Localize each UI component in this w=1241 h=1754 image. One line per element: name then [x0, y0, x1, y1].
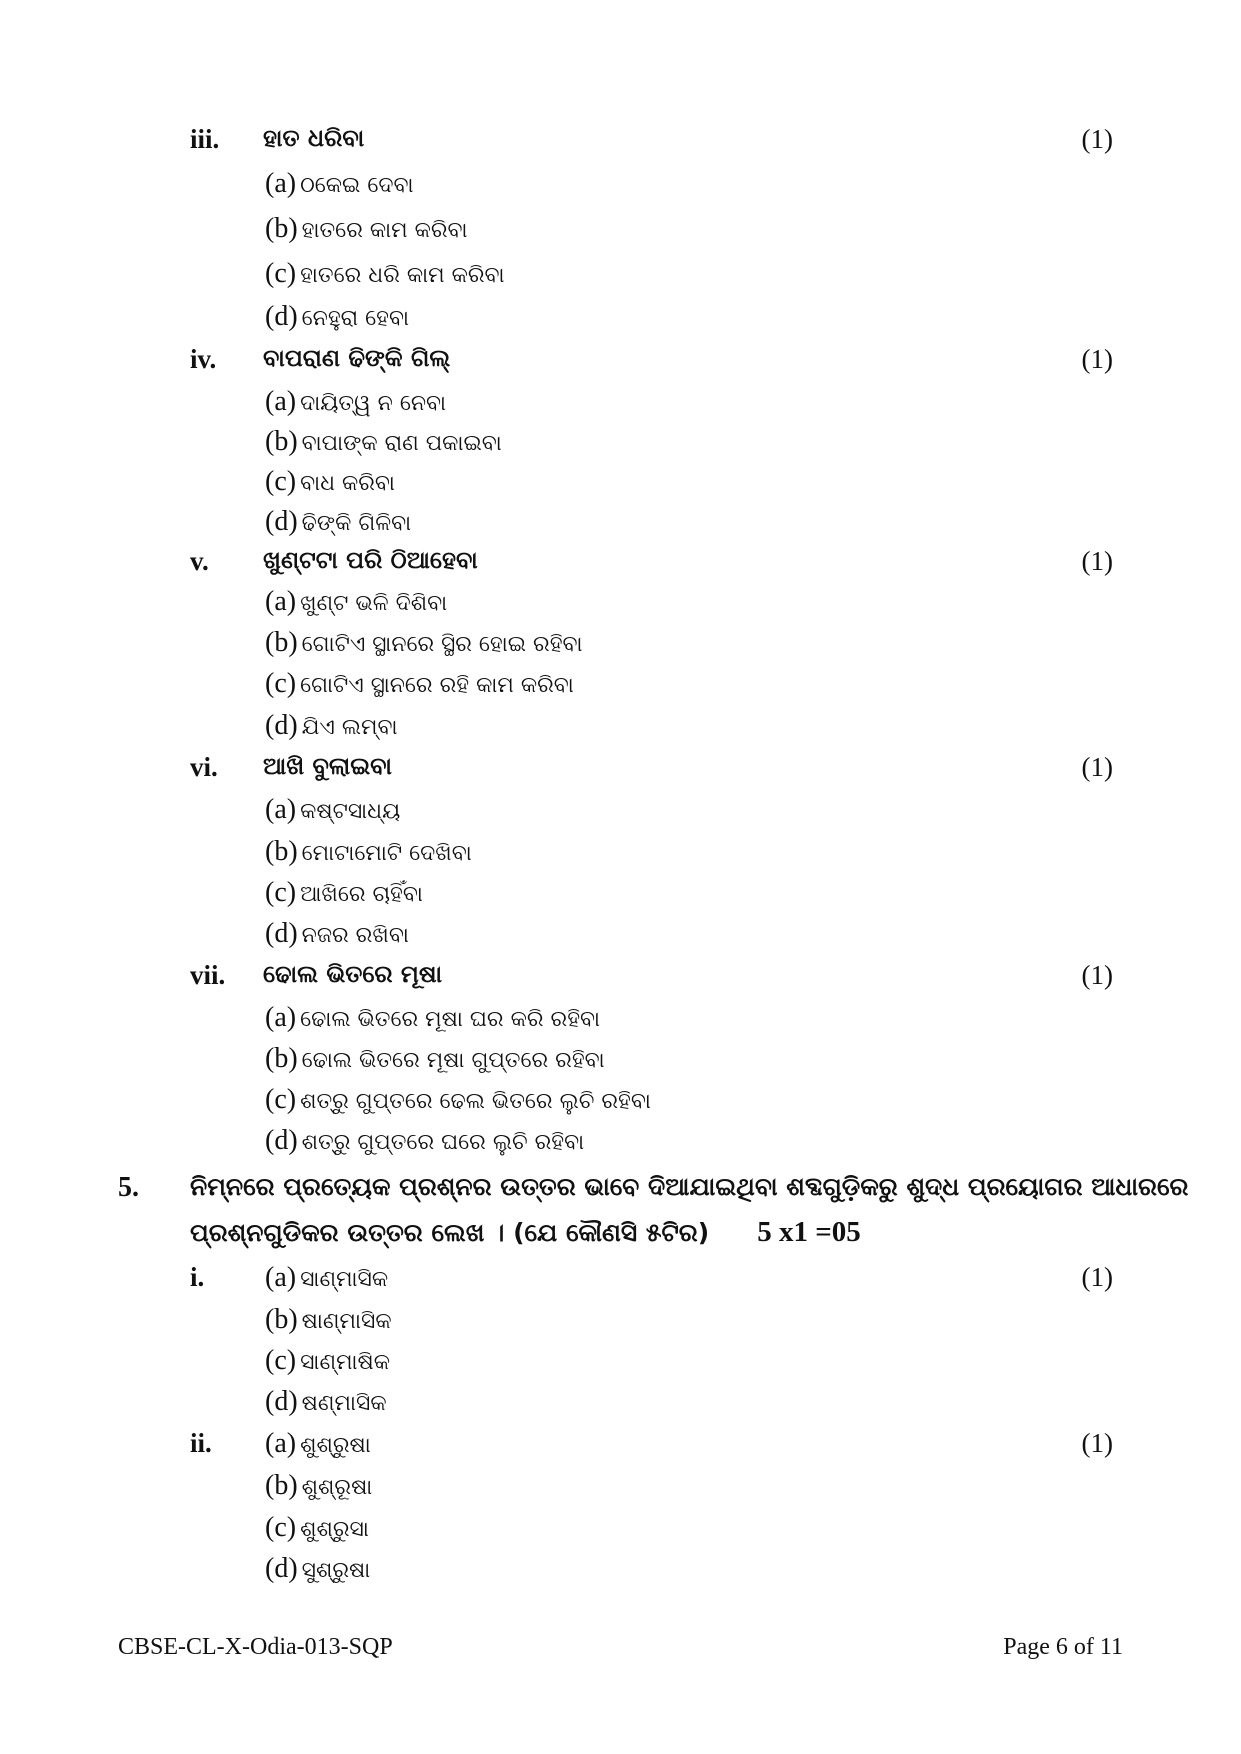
question-marks: (1) [1081, 960, 1113, 990]
option-text: ହାତରେ କାମ କରିବା [301, 218, 468, 243]
option-b [265, 1304, 392, 1336]
option-text: ଷାଣ୍ମାସିକ [301, 1309, 392, 1334]
option-label: (c) [265, 258, 297, 289]
option-text: ନେହୁରା ହେବା [301, 306, 410, 331]
question-title: ଖୁଣ୍ଟଟା ପରି ଠିଆହେବା [263, 546, 478, 574]
option-label: (d) [265, 710, 298, 741]
option-text: ଶୁଶ୍ରୂଷା [301, 1475, 373, 1500]
question-number: i. [190, 1262, 205, 1292]
option-b [265, 1043, 605, 1075]
option-label: (a) [265, 586, 297, 617]
option-label: (c) [265, 877, 297, 908]
option-b [265, 426, 502, 458]
question-number: v. [190, 546, 209, 576]
option-b [265, 213, 468, 245]
option-a [265, 1002, 600, 1034]
option-label: (a) [265, 1428, 297, 1459]
option-c [265, 258, 505, 290]
question-number: vii. [190, 960, 226, 990]
question-number: vi. [190, 752, 218, 782]
option-c [265, 1345, 390, 1377]
question-marks: (1) [1081, 1262, 1113, 1292]
option-text: ଶୁଶ୍ରୁଷା [300, 1433, 371, 1458]
option-d [265, 1553, 370, 1585]
option-text: ଖୁଣ୍ଟ ଭଳି ଦିଶିବା [300, 591, 448, 616]
option-a [265, 1428, 371, 1460]
option-text: କଷ୍ଟସାଧ୍ୟ [300, 799, 401, 824]
option-label: (d) [265, 506, 298, 537]
question-iv [0, 344, 1241, 388]
section-instruction-line1 [190, 1172, 1189, 1202]
option-a [265, 794, 400, 826]
option-text: ବାଧ କରିବା [300, 471, 395, 496]
option-d [265, 301, 409, 333]
question-number: ii. [190, 1428, 212, 1458]
option-label: (c) [265, 466, 297, 497]
option-label: (d) [265, 1386, 298, 1417]
question-marks: (1) [1081, 344, 1113, 374]
option-a [265, 1262, 388, 1294]
option-text: ଶତ୍ରୁ ଗୁପ୍ତରେ ଘରେ ଲୁଚି ରହିବା [301, 1130, 585, 1155]
option-text: ଗୋଟିଏ ସ୍ଥାନରେ ସ୍ଥିର ହୋଇ ରହିବା [301, 632, 583, 657]
question-vi [0, 752, 1241, 796]
option-c [265, 1084, 651, 1116]
option-text: ଷଣ୍ମାସିକ [301, 1391, 387, 1416]
option-c [265, 1512, 369, 1544]
option-text: ଆଖିରେ ଚାହିଁବା [300, 882, 423, 907]
option-a [265, 168, 414, 200]
option-label: (c) [265, 1512, 297, 1543]
option-d [265, 918, 409, 950]
option-text: ଢୋଲ ଭିତରେ ମୂଷା ଗୁପ୍ତରେ ରହିବା [301, 1048, 605, 1073]
option-label: (d) [265, 1125, 298, 1156]
option-label: (a) [265, 168, 297, 199]
option-c [265, 466, 395, 498]
option-text: ଶୁଶ୍ରୁସା [300, 1517, 369, 1542]
question-number: iv. [190, 344, 217, 374]
option-label: (c) [265, 1084, 297, 1115]
option-text: ମୋଟାମୋଟି ଦେଖିବା [301, 841, 472, 866]
section-instruction-text: ପ୍ରଶ୍ନଗୁଡିକର ଉତ୍ତର ଲେଖ । (ଯେ କୌଣସି ୫ଟିର) [190, 1218, 710, 1247]
option-text: ହାତରେ ଧରି କାମ କରିବା [300, 263, 505, 288]
option-label: (d) [265, 1553, 298, 1584]
question-iii [0, 124, 1241, 168]
option-label: (b) [265, 1304, 298, 1335]
option-d [265, 506, 411, 538]
option-text: ଯିଏ ଲମ୍ବା [301, 715, 398, 740]
option-text: ଗୋଟିଏ ସ୍ଥାନରେ ରହି କାମ କରିବା [300, 673, 574, 698]
option-label: (a) [265, 386, 297, 417]
question-marks: (1) [1081, 1428, 1113, 1458]
option-a [265, 386, 446, 418]
option-label: (c) [265, 668, 297, 699]
option-c [265, 877, 423, 909]
option-text: ନଜର ରଖିବା [301, 923, 409, 948]
question-marks: (1) [1081, 752, 1113, 782]
section-instruction-line2 [190, 1216, 861, 1249]
option-b [265, 627, 583, 659]
question-title: ହାତ ଧରିବା [263, 124, 365, 152]
option-text: ଦାୟିତ୍ୱ ନ ନେବା [300, 391, 447, 416]
option-c [265, 668, 574, 700]
option-label: (d) [265, 918, 298, 949]
question-title: ଆଖି ବୁଲାଇବା [263, 752, 393, 780]
option-b [265, 836, 472, 868]
option-label: (a) [265, 1262, 297, 1293]
question-i [0, 1262, 1241, 1306]
question-title: ବାପରାଣ ଢିଙ୍କି ଗିଲ୍ [263, 344, 451, 372]
option-label: (b) [265, 213, 298, 244]
question-title: ଢୋଲ ଭିତରେ ମୂଷା [263, 960, 443, 988]
question-v [0, 546, 1241, 590]
option-label: (b) [265, 836, 298, 867]
option-text: ବାପାଙ୍କ ରାଣ ପକାଇବା [301, 431, 502, 456]
option-a [265, 586, 447, 618]
section-marks: 5 x1 =05 [757, 1216, 861, 1248]
option-text: ଶତ୍ରୁ ଗୁପ୍ତରେ ଢେଲ ଭିତରେ ଲୁଚି ରହିବା [300, 1089, 651, 1114]
question-vii [0, 960, 1241, 1004]
option-text: ସାଣ୍ମାଷିକ [300, 1350, 391, 1375]
question-marks: (1) [1081, 546, 1113, 576]
option-label: (c) [265, 1345, 297, 1376]
option-d [265, 710, 398, 742]
section-number: 5. [118, 1172, 139, 1203]
option-label: (b) [265, 426, 298, 457]
footer-page-number: Page 6 of 11 [1003, 1634, 1123, 1660]
option-b [265, 1470, 372, 1502]
question-number: iii. [190, 124, 220, 154]
option-label: (d) [265, 301, 298, 332]
question-ii [0, 1428, 1241, 1472]
option-label: (b) [265, 1470, 298, 1501]
option-label: (b) [265, 1043, 298, 1074]
option-text: ଢୋଲ ଭିତରେ ମୂଷା ଘର କରି ରହିବା [300, 1007, 601, 1032]
option-label: (a) [265, 1002, 297, 1033]
option-text: ସୁଶ୍ରୁଷା [301, 1558, 371, 1583]
option-label: (b) [265, 627, 298, 658]
option-d [265, 1386, 387, 1418]
section-instruction-text: ନିମ୍ନରେ ପ୍ରତ୍ୟେକ ପ୍ରଶ୍ନର ଉତ୍ତର ଭାବେ ଦିଆଯାଇଥିବା ଶବ୍ଦଗୁଡ଼ିକରୁ ଶୁଦ୍ଧ ପ୍ରୟୋଗର ଆଧାରରେ [190, 1172, 1189, 1201]
option-text: ସାଣ୍ମାସିକ [300, 1267, 389, 1292]
footer-document-code: CBSE-CL-X-Odia-013-SQP [118, 1634, 393, 1660]
option-label: (a) [265, 794, 297, 825]
question-marks: (1) [1081, 124, 1113, 154]
option-d [265, 1125, 584, 1157]
option-text: ଢିଙ୍କି ଗିଳିବା [301, 511, 412, 536]
option-text: ଠକେଇ ଦେବା [300, 173, 414, 198]
